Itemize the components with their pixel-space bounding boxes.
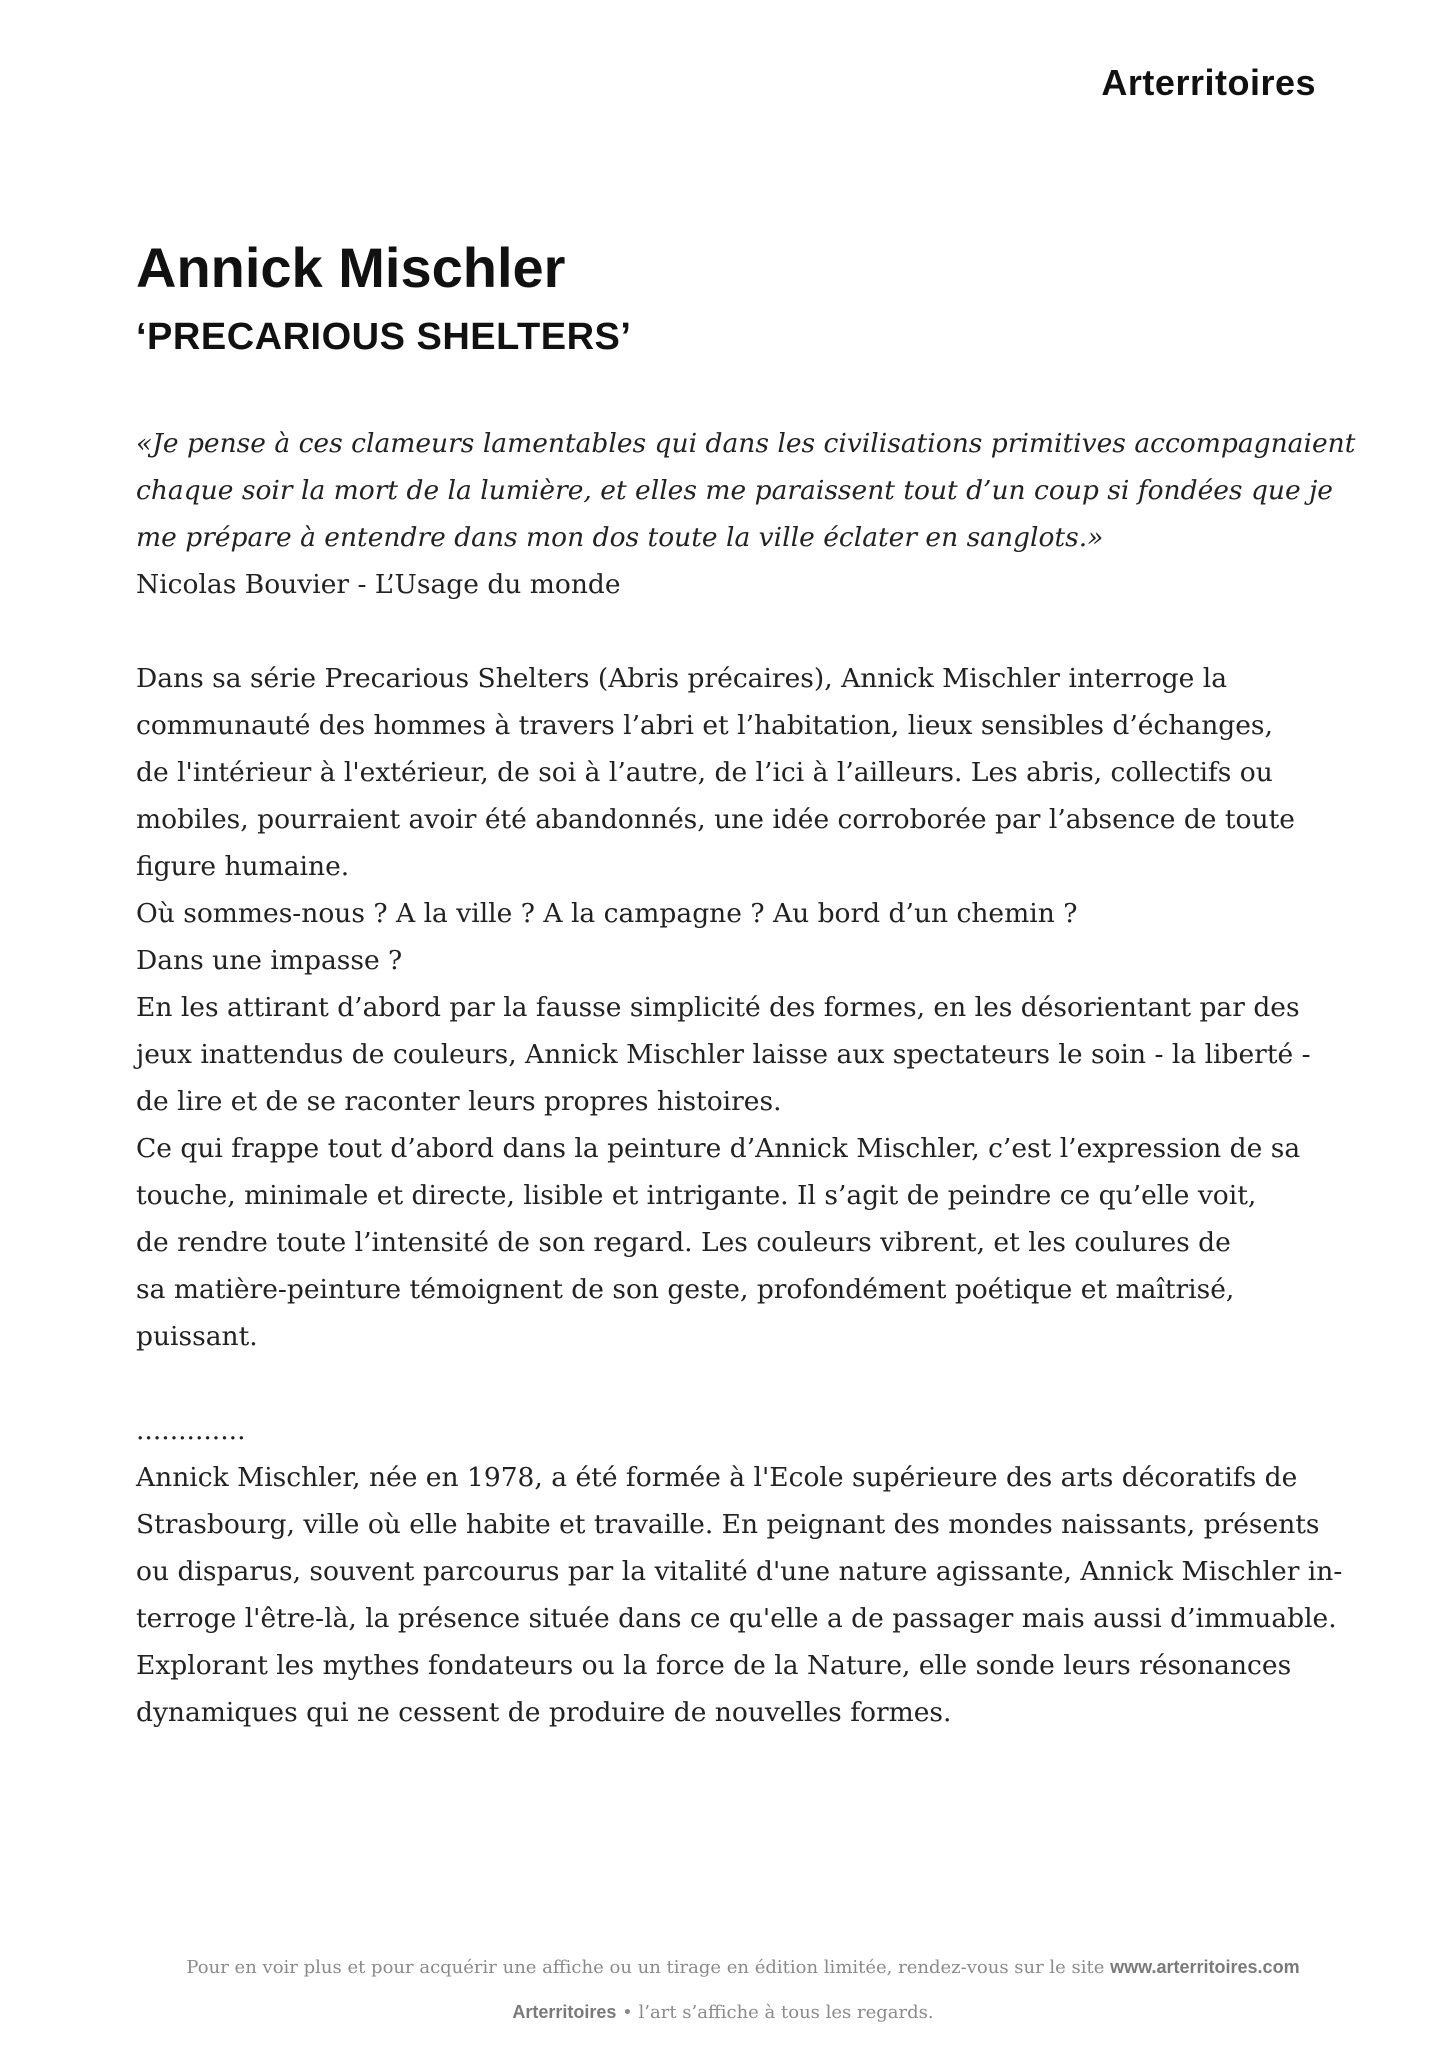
brand-logo-text: Arterritoires xyxy=(1101,62,1316,103)
paragraph-line: de l'intérieur à l'extérieur, de soi à l’autre, de l’ici à l’ailleurs. Les abris, collectifs ou xyxy=(136,757,1273,788)
bio-line: ou disparus, souvent parcourus par la vitalité d'une nature agissante, Annick Mischler in- xyxy=(136,1556,1343,1587)
paragraph-line: de lire et de se raconter leurs propres histoires. xyxy=(136,1086,782,1117)
page-footer xyxy=(0,1945,1446,2035)
footer-brand: Arterritoires xyxy=(512,2002,617,2022)
paragraph-line: jeux inattendus de couleurs, Annick Mischler laisse aux spectateurs le soin - la liberté - xyxy=(136,1039,1311,1070)
artist-name: Annick Mischler xyxy=(136,236,566,299)
paragraph-line: mobiles, pourraient avoir été abandonnés, une idée corroborée par l’absence de toute xyxy=(136,804,1295,835)
series-description xyxy=(136,655,1316,1360)
footer-tagline: • l’art s’affiche à tous les regards. xyxy=(616,2002,934,2023)
footer-text: Pour en voir plus et pour acquérir une affiche ou un tirage en édition limitée, rendez-vous sur le site xyxy=(186,1957,1111,1978)
paragraph-line: Dans une impasse ? xyxy=(136,945,403,976)
paragraph-line: Dans sa série Precarious Shelters (Abris précaires), Annick Mischler interroge la xyxy=(136,663,1228,694)
series-title: ‘PRECARIOUS SHELTERS’ xyxy=(136,316,632,358)
bio-line: Strasbourg, ville où elle habite et travaille. En peignant des mondes naissants, présents xyxy=(136,1509,1320,1540)
epigraph-quote xyxy=(136,420,1356,561)
quote-line: «Je pense à ces clameurs lamentables qui dans les civilisations primitives accompagnaient xyxy=(136,428,1356,459)
paragraph-line: Où sommes-nous ? A la ville ? A la campagne ? Au bord d’un chemin ? xyxy=(136,898,1078,929)
bio-line: terroge l'être-là, la présence située dans ce qu'elle a de passager mais aussi d’immuable. xyxy=(136,1603,1337,1634)
artist-bio xyxy=(136,1454,1343,1736)
bio-line: dynamiques qui ne cessent de produire de nouvelles formes. xyxy=(136,1697,952,1728)
paragraph-line: puissant. xyxy=(136,1321,258,1352)
website-link[interactable]: www.arterritoires.com xyxy=(1110,1957,1300,1977)
paragraph-line: touche, minimale et directe, lisible et intrigante. Il s’agit de peindre ce qu’elle voit, xyxy=(136,1180,1257,1211)
paragraph-line: figure humaine. xyxy=(136,851,350,882)
footer-line-2 xyxy=(512,2002,933,2023)
title-block xyxy=(136,232,1316,362)
quote-line: chaque soir la mort de la lumière, et elles me paraissent tout d’un coup si fondées que je xyxy=(136,475,1333,506)
paragraph-line: Ce qui frappe tout d’abord dans la peinture d’Annick Mischler, c’est l’expression de sa xyxy=(136,1133,1301,1164)
bio-line: Annick Mischler, née en 1978, a été formée à l'Ecole supérieure des arts décoratifs de xyxy=(136,1462,1298,1493)
paragraph-line: sa matière-peinture témoignent de son geste, profondément poétique et maîtrisé, xyxy=(136,1274,1235,1305)
bio-line: Explorant les mythes fondateurs ou la force de la Nature, elle sonde leurs résonances xyxy=(136,1650,1292,1681)
main-content xyxy=(136,420,1356,1736)
paragraph-line: de rendre toute l’intensité de son regard. Les couleurs vibrent, et les coulures de xyxy=(136,1227,1231,1258)
paragraph-line: communauté des hommes à travers l’abri et l’habitation, lieux sensibles d’échanges, xyxy=(136,710,1273,741)
section-separator: ............. xyxy=(136,1415,246,1446)
paragraph-line: En les attirant d’abord par la fausse simplicité des formes, en les désorientant par des xyxy=(136,992,1300,1023)
quote-attribution: Nicolas Bouvier - L’Usage du monde xyxy=(136,569,621,600)
footer-line-1 xyxy=(0,1945,1446,1990)
quote-line: me prépare à entendre dans mon dos toute la ville éclater en sanglots.» xyxy=(136,522,1104,553)
